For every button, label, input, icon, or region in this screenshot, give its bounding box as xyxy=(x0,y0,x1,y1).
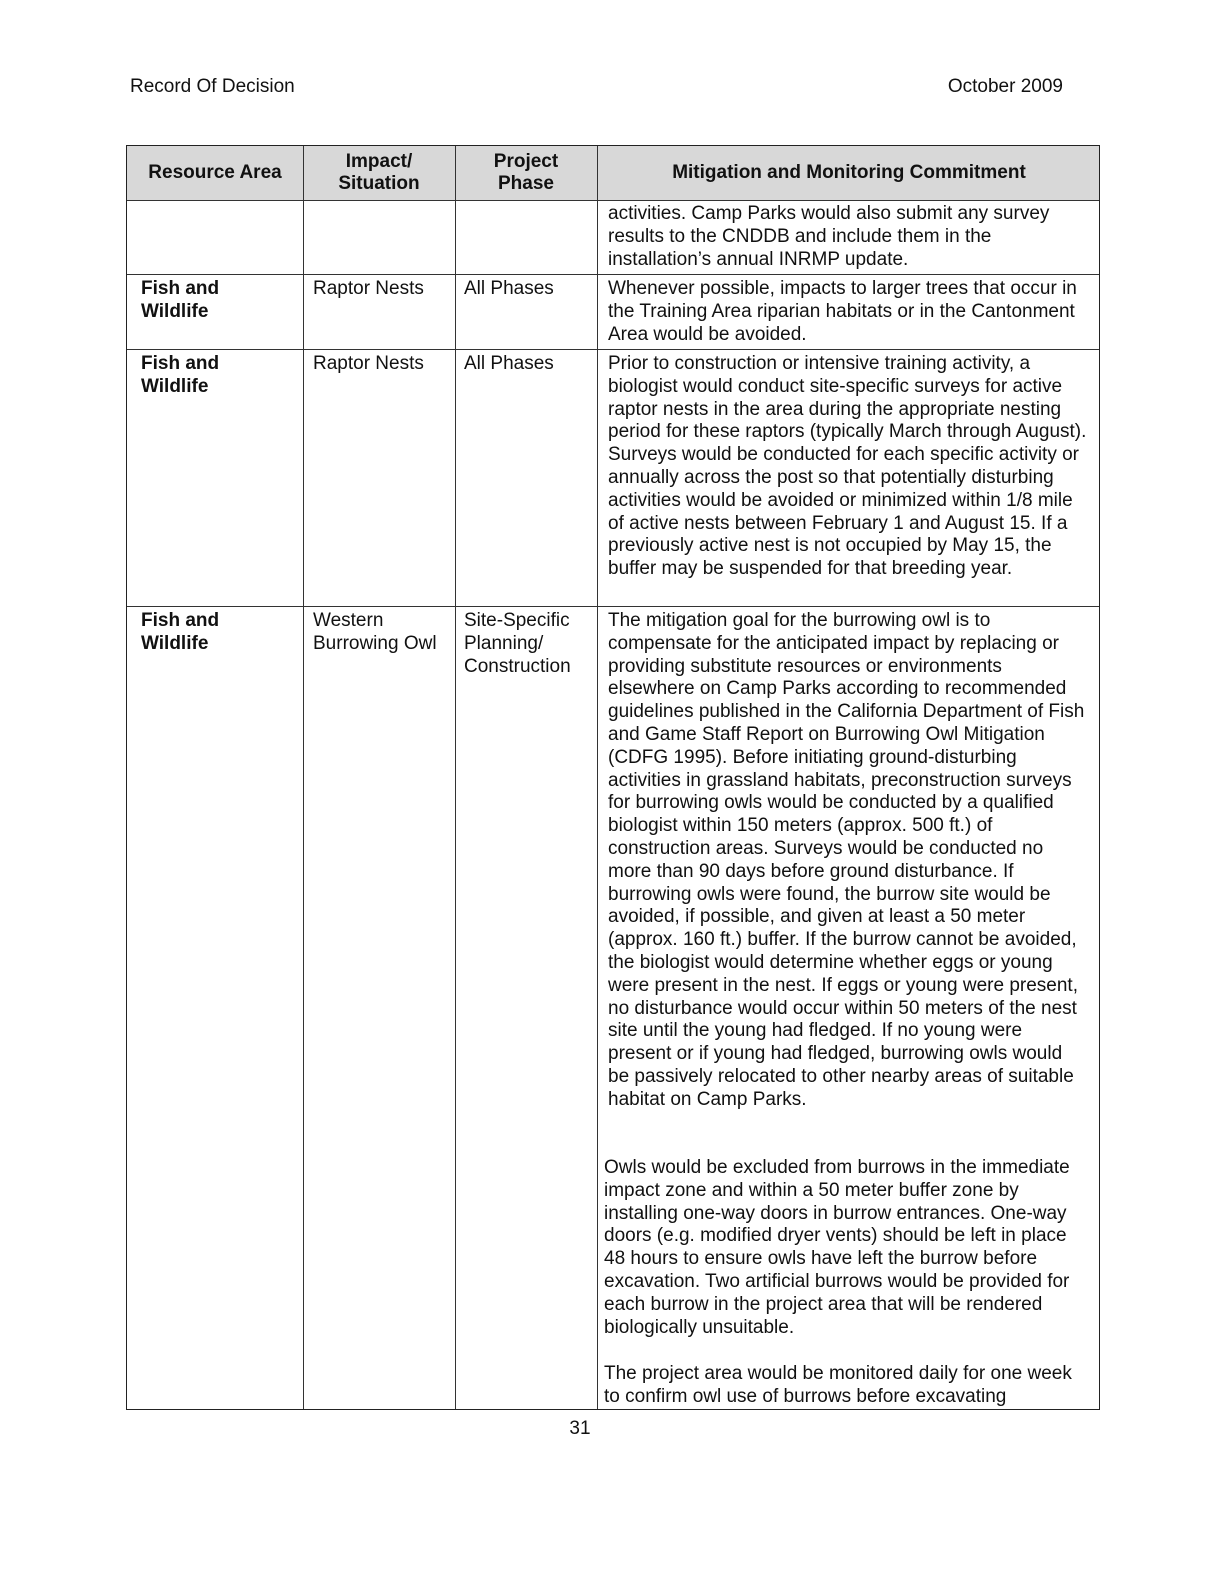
table-cell-phase: Site-Specific Planning/ Construction xyxy=(464,610,571,677)
table-cell-commitment: Prior to construction or intensive training activity, a biologist would conduct site-specific surveys for active raptor nests in the area during the appropriate nesting period for these raptors (typically March through August). Surveys would be conducted for each specific activity or annually across the post so that potentially disturbing activities would be avoided or minimized within 1/8 mile of active nests between February 1 and August 15. If a previously active nest is not occupied by May 15, the buffer may be suspended for that breeding year. xyxy=(608,353,1087,580)
row-divider xyxy=(127,200,1099,201)
row-divider xyxy=(127,274,1099,275)
column-header-resource-area: Resource Area xyxy=(148,162,282,183)
header-date: October 2009 xyxy=(947,76,1063,97)
table-cell-commitment-continued: Owls would be excluded from burrows in the immediate impact zone and within a 50 meter buffer zone by installing one-way doors in burrow entrances. One-way doors (e.g. modified dryer vents) should be left in place 48 hours to ensure owls have left the burrow before excavation. Two artificial burrows would be provided for each burrow in the project area that will be rendered biologically unsuitable. xyxy=(604,1157,1070,1338)
table-cell-phase: All Phases xyxy=(464,278,554,299)
column-divider xyxy=(303,146,304,1409)
column-divider xyxy=(455,146,456,1409)
table-header-row xyxy=(127,146,1099,200)
table-cell-impact: Western Burrowing Owl xyxy=(313,610,437,654)
table-cell-resource-area: Fish and Wildlife xyxy=(141,278,220,322)
row-divider xyxy=(127,349,1099,350)
column-header-impact-situation: Impact/ Situation xyxy=(338,151,420,194)
column-header-mitigation-commitment: Mitigation and Monitoring Commitment xyxy=(672,162,1026,183)
table-cell-commitment: The mitigation goal for the burrowing owl is to compensate for the anticipated impact by replacing or providing substitute resources or environments elsewhere on Camp Parks according to recommended guidelines published in the California Department of Fish and Game Staff Report on Burrowing Owl Mitigation (CDFG 1995). Before initiating ground-disturbing activities in grassland habitats, preconstruction surveys for burrowing owls would be conducted by a qualified biologist within 150 meters (approx. 500 ft.) of construction areas. Surveys would be conducted no more than 90 days before ground disturbance. If burrowing owls were found, the burrow site would be avoided, if possible, and given at least a 50 meter (approx. 160 ft.) buffer. If the burrow cannot be avoided, the biologist would determine whether eggs or young were present in the nest. If eggs or young were present, no disturbance would occur within 50 meters of the nest site until the young had fledged. If no young were present or if young had fledged, burrowing owls would be passively relocated to other nearby areas of suitable habitat on Camp Parks. xyxy=(608,610,1085,1110)
table-cell-resource-area: Fish and Wildlife xyxy=(141,353,220,397)
column-divider xyxy=(597,146,598,1409)
page-number: 31 xyxy=(569,1418,591,1439)
table-cell-commitment: Whenever possible, impacts to larger trees that occur in the Training Area riparian habitats or in the Cantonment Area would be avoided. xyxy=(608,278,1077,345)
column-header-project-phase: Project Phase xyxy=(493,151,559,194)
table-cell-resource-area: Fish and Wildlife xyxy=(141,610,220,654)
table-cell-phase: All Phases xyxy=(464,353,554,374)
header-doc-title: Record Of Decision xyxy=(130,76,295,97)
row-divider xyxy=(127,606,1099,607)
table-cell-impact: Raptor Nests xyxy=(313,353,424,374)
table-cell-commitment-continued: The project area would be monitored daily for one week to confirm owl use of burrows before excavating xyxy=(604,1363,1072,1407)
table-cell-commitment: activities. Camp Parks would also submit any survey results to the CNDDB and include them in the installation’s annual INRMP update. xyxy=(608,203,1050,270)
mitigation-table xyxy=(126,145,1100,1410)
table-cell-impact: Raptor Nests xyxy=(313,278,424,299)
